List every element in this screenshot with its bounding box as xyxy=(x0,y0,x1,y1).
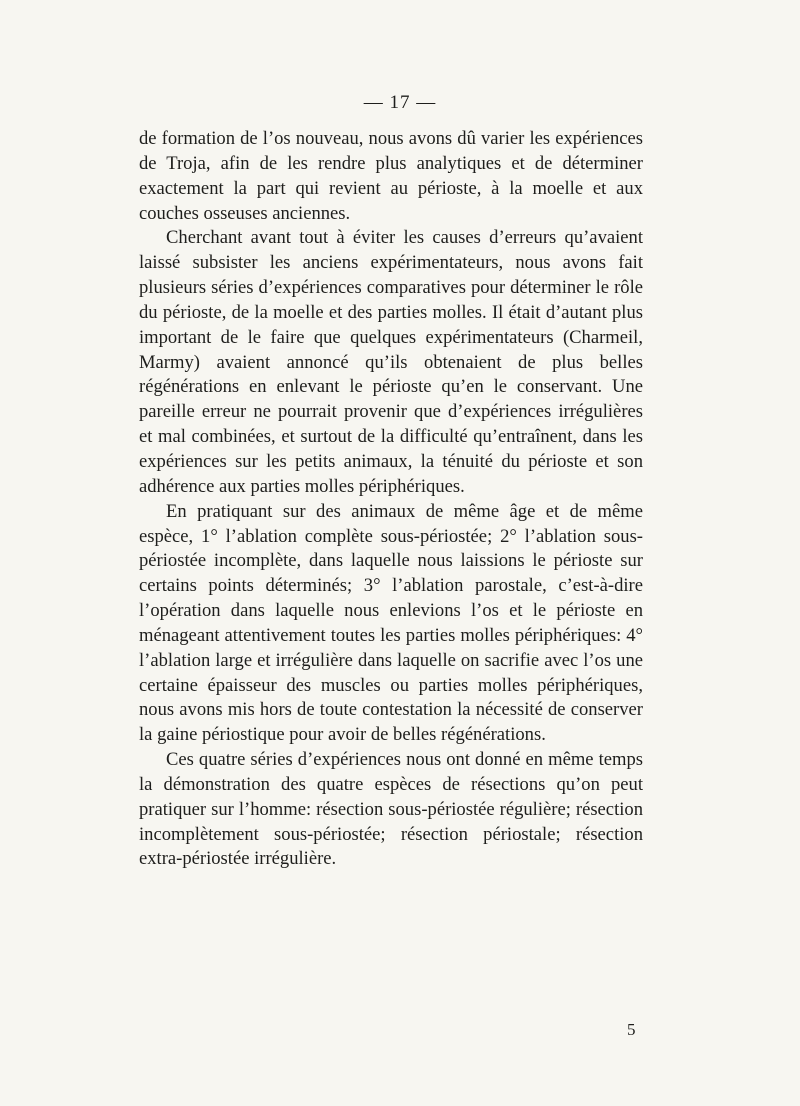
paragraph: Ces quatre séries d’expériences nous ont donné en même temps la démonstration des quatre espèces de résections qu’on peut pratiquer sur l’homme: résection sous-périostée régulière; résection incomplètement sous-périostée; résection périostale; résection extra-périostée irrégulière. xyxy=(139,749,643,870)
signature-mark: 5 xyxy=(627,1020,636,1039)
paragraph: de formation de l’os nouveau, nous avons dû varier les expériences de Troja, afin de les rendre plus analytiques et de déterminer exactement la part qui revient au périoste, à la moelle et aux couches osseuses anciennes. xyxy=(139,128,643,224)
paragraph: En pratiquant sur des animaux de même âge et de même espèce, 1° l’ablation complète sous-périostée; 2° l’ablation sous-périostée incomplète, dans laquelle nous laissions le périoste sur certains points déterminés; 3° l’ablation parostale, c’est-à-dire l’opération dans laquelle nous enlevions l’os et le périoste en ménageant attentivement toutes les parties molles périphériques: 4° l’ablation large et irrégulière dans laquelle on sacrifie avec l’os une certaine épaisseur des muscles ou parties molles périphériques, nous avons mis hors de toute contestation la nécessité de conserver la gaine périostique pour avoir de belles régénérations. xyxy=(139,500,643,746)
body-text xyxy=(139,127,643,872)
page-number: — 17 — xyxy=(363,92,437,113)
paragraph: Cherchant avant tout à éviter les causes d’erreurs qu’avaient laissé subsister les anciens expérimentateurs, nous avons fait plusieurs séries d’expériences comparatives pour déterminer le rôle du périoste, de la moelle et des parties molles. Il était d’autant plus important de le faire que quelques expérimentateurs (Charmeil, Marmy) avaient annoncé qu’ils obtenaient de plus belles régénérations en enlevant le périoste qu’en le conservant. Une pareille erreur ne pourrait provenir que d’expériences irrégulières et mal combinées, et surtout de la difficulté qu’entraînent, dans les expériences sur les petits animaux, la ténuité du périoste et son adhérence aux parties molles périphériques. xyxy=(139,227,643,497)
